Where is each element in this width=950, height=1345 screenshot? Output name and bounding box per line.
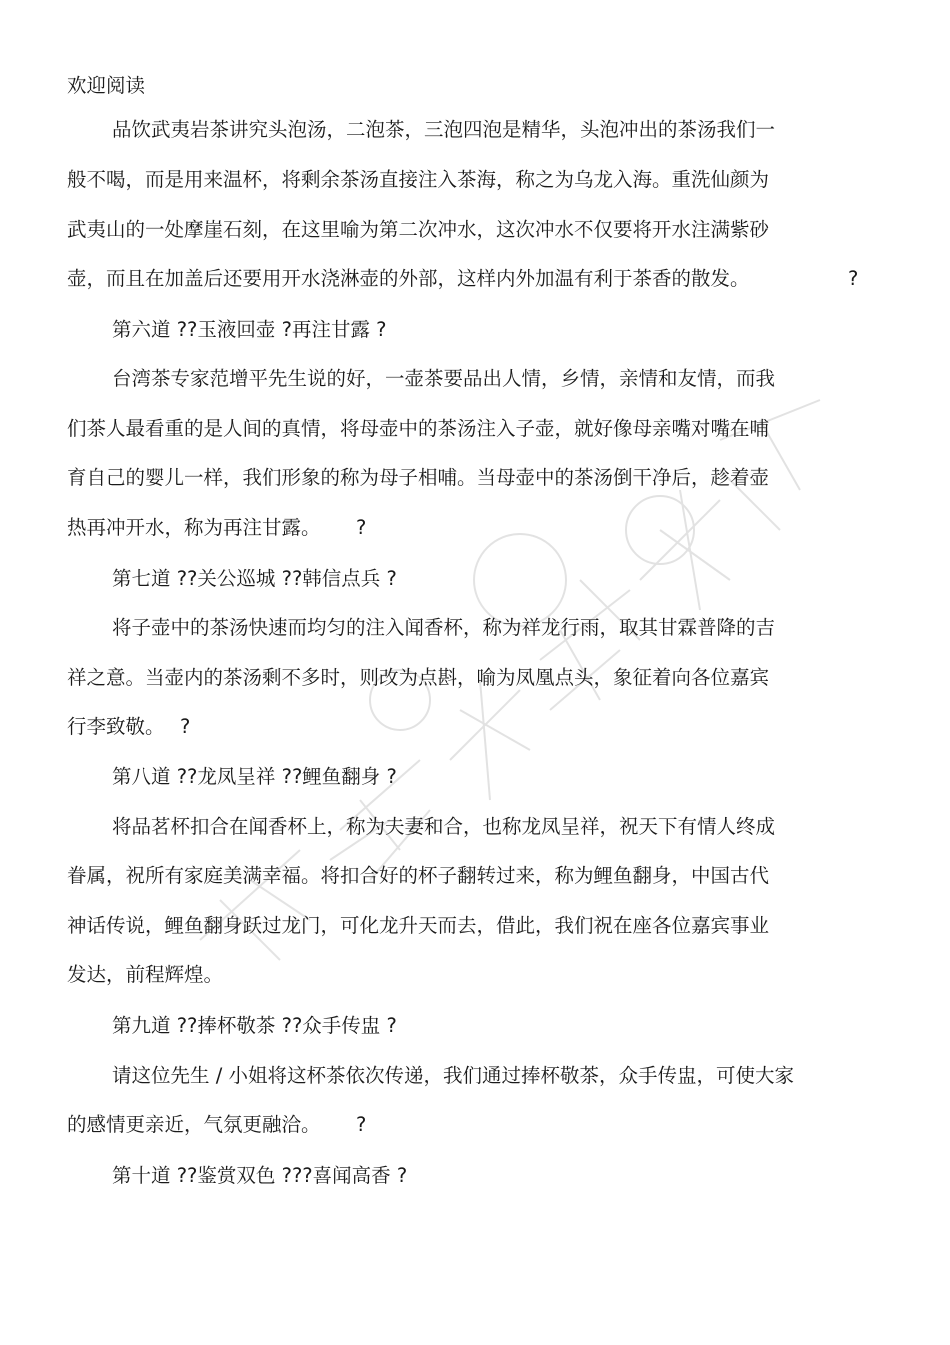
paragraph-line: 祥之意。当壶内的茶汤剩不多时，则改为点斟，喻为凤凰点头，象征着向各位嘉宾 — [67, 666, 770, 689]
paragraph-line: 神话传说，鲤鱼翻身跃过龙门，可化龙升天而去，借此，我们祝在座各位嘉宾事业 — [67, 914, 770, 937]
section-heading: 第八道 ??龙凤呈祥 ??鲤鱼翻身 ? — [112, 765, 397, 788]
section-heading: 第六道 ??玉液回壶 ?再注甘露 ? — [112, 318, 387, 341]
trailing-mark: ? — [356, 1113, 367, 1136]
paragraph-line: 的感情更亲近，气氛更融洽。 — [67, 1113, 321, 1136]
paragraph-line: 武夷山的一处摩崖石刻，在这里喻为第二次冲水，这次冲水不仅要将开水注满紫砂 — [67, 218, 770, 241]
paragraph-line: 们茶人最看重的是人间的真情，将母壶中的茶汤注入子壶，就好像母亲嘴对嘴在哺 — [67, 417, 770, 440]
paragraph-line: 般不喝，而是用来温杯，将剩余茶汤直接注入茶海，称之为乌龙入海。重洗仙颜为 — [67, 168, 770, 191]
paragraph-line: 育自己的婴儿一样，我们形象的称为母子相哺。当母壶中的茶汤倒干净后，趁着壶 — [67, 466, 770, 489]
paragraph-line: 发达，前程辉煌。 — [67, 963, 224, 986]
paragraph-line: 眷属，祝所有家庭美满幸福。将扣合好的杯子翻转过来，称为鲤鱼翻身，中国古代 — [67, 864, 770, 887]
page-header: 欢迎阅读 — [67, 74, 146, 97]
section-heading: 第十道 ??鉴赏双色 ???喜闻高香 ? — [112, 1164, 408, 1187]
paragraph-line: 台湾茶专家范增平先生说的好，一壶茶要品出人情，乡情，亲情和友情，而我 — [112, 367, 776, 390]
paragraph-line: 热再冲开水，称为再注甘露。 — [67, 516, 321, 539]
trailing-mark: ? — [356, 516, 367, 539]
paragraph-line: 壶，而且在加盖后还要用开水浇淋壶的外部，这样内外加温有利于茶香的散发。 — [67, 267, 750, 290]
section-heading: 第七道 ??关公巡城 ??韩信点兵 ? — [112, 567, 397, 590]
paragraph-line: 品饮武夷岩茶讲究头泡汤，二泡茶，三泡四泡是精华，头泡冲出的茶汤我们一 — [112, 118, 776, 141]
trailing-mark: ? — [180, 715, 191, 738]
paragraph-line: 将品茗杯扣合在闻香杯上，称为夫妻和合，也称龙凤呈祥，祝天下有情人终成 — [112, 815, 776, 838]
paragraph-line: 将子壶中的茶汤快速而均匀的注入闻香杯，称为祥龙行雨，取其甘霖普降的吉 — [112, 616, 776, 639]
section-heading: 第九道 ??捧杯敬茶 ??众手传盅 ? — [112, 1014, 397, 1037]
paragraph-line: 行李致敬。 — [67, 715, 165, 738]
paragraph-line: 请这位先生 / 小姐将这杯茶依次传递，我们通过捧杯敬茶，众手传盅，可使大家 — [112, 1064, 794, 1087]
trailing-mark: ? — [848, 267, 859, 290]
